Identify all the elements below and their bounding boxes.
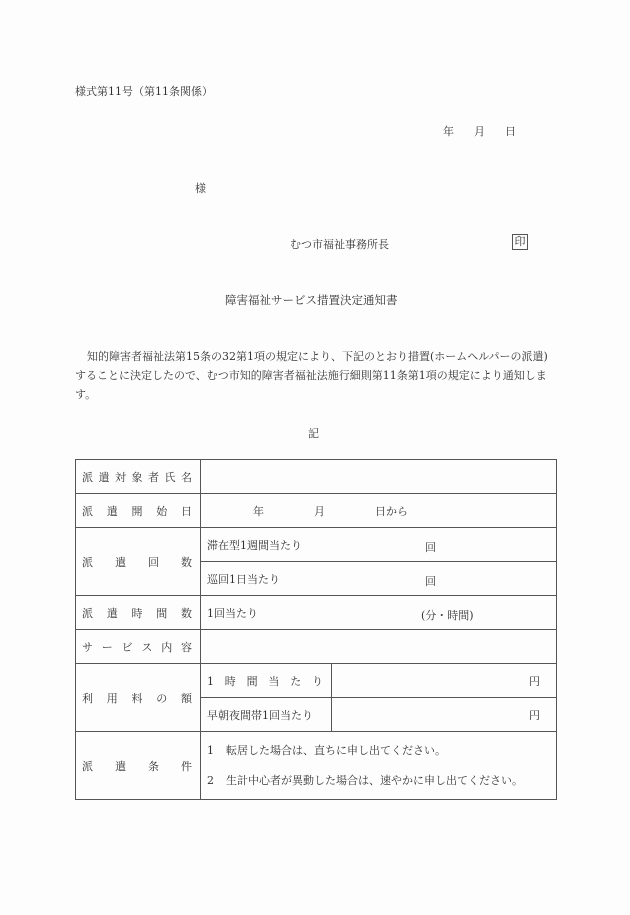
document-title: 障害福祉サービス措置決定通知書 [225, 293, 398, 307]
condition-number: 1 [207, 743, 214, 757]
fee-night-text: 早朝夜間帯1回当たり [201, 698, 332, 732]
count-stay-text: 滞在型1週間当たり [207, 538, 302, 552]
table-row-hours [76, 596, 557, 630]
issue-date [443, 123, 516, 139]
table-row-fee-hourly [76, 664, 557, 698]
condition-text: 転居した場合は、直ちに申し出てください。 [226, 743, 446, 757]
table-row-start-date [76, 494, 557, 528]
count-patrol-text: 巡回1日当たり [207, 572, 280, 586]
fee-hourly-text: 1時間当たり [201, 664, 332, 698]
start-day-from: 日から [375, 504, 408, 518]
hours-text: 1回当たり [207, 606, 258, 620]
label-dispatch-hours: 派遣時間数 [76, 596, 201, 630]
sender-name: むつ市福祉事務所長 [290, 238, 389, 251]
date-year: 年 [443, 125, 454, 138]
table-row-count-stay [76, 528, 557, 562]
value-service-content[interactable] [201, 630, 557, 664]
ki-heading: 記 [308, 427, 319, 440]
label-start-date: 派遣開始日 [76, 494, 201, 528]
addressee-suffix: 様 [195, 182, 206, 195]
value-dispatch-conditions [201, 732, 557, 800]
body-paragraph: 知的障害者福祉法第15条の32第1項の規定により、下記のとおり措置(ホームヘルパーの派遣)することに決定したので、むつ市知的障害者福祉法施行細則第11条第1項の規定により通知します。 [75, 350, 548, 401]
table-row-service [76, 630, 557, 664]
value-subject-name[interactable] [201, 460, 557, 494]
value-dispatch-hours[interactable] [201, 596, 557, 630]
value-count-stay[interactable] [201, 528, 557, 562]
label-dispatch-count: 派遣回数 [76, 528, 201, 596]
label-service-content: サービス内容 [76, 630, 201, 664]
dispatch-details-table [75, 459, 557, 800]
condition-item [207, 766, 550, 796]
hours-unit: (分・時間) [421, 609, 474, 622]
start-month: 月 [314, 504, 325, 518]
start-year: 年 [253, 504, 264, 518]
condition-number: 2 [207, 773, 214, 787]
count-patrol-unit: 回 [425, 575, 436, 588]
condition-item [207, 736, 550, 766]
date-day: 日 [505, 125, 516, 138]
table-row-conditions [76, 732, 557, 800]
fee-hourly-value[interactable]: 円 [332, 664, 557, 698]
count-stay-unit: 回 [425, 541, 436, 554]
label-fee-amount: 利用料の額 [76, 664, 201, 732]
date-month: 月 [474, 125, 485, 138]
label-dispatch-conditions: 派遣条件 [76, 732, 201, 800]
form-number: 様式第11号（第11条関係） [75, 85, 213, 98]
value-count-patrol[interactable] [201, 562, 557, 596]
seal-stamp-icon: 印 [512, 234, 528, 250]
label-subject-name: 派遣対象者氏名 [76, 460, 201, 494]
fee-night-value[interactable]: 円 [332, 698, 557, 732]
table-row-subject-name [76, 460, 557, 494]
condition-text: 生計中心者が異動した場合は、速やかに申し出てください。 [226, 773, 523, 787]
value-start-date[interactable] [201, 494, 557, 528]
